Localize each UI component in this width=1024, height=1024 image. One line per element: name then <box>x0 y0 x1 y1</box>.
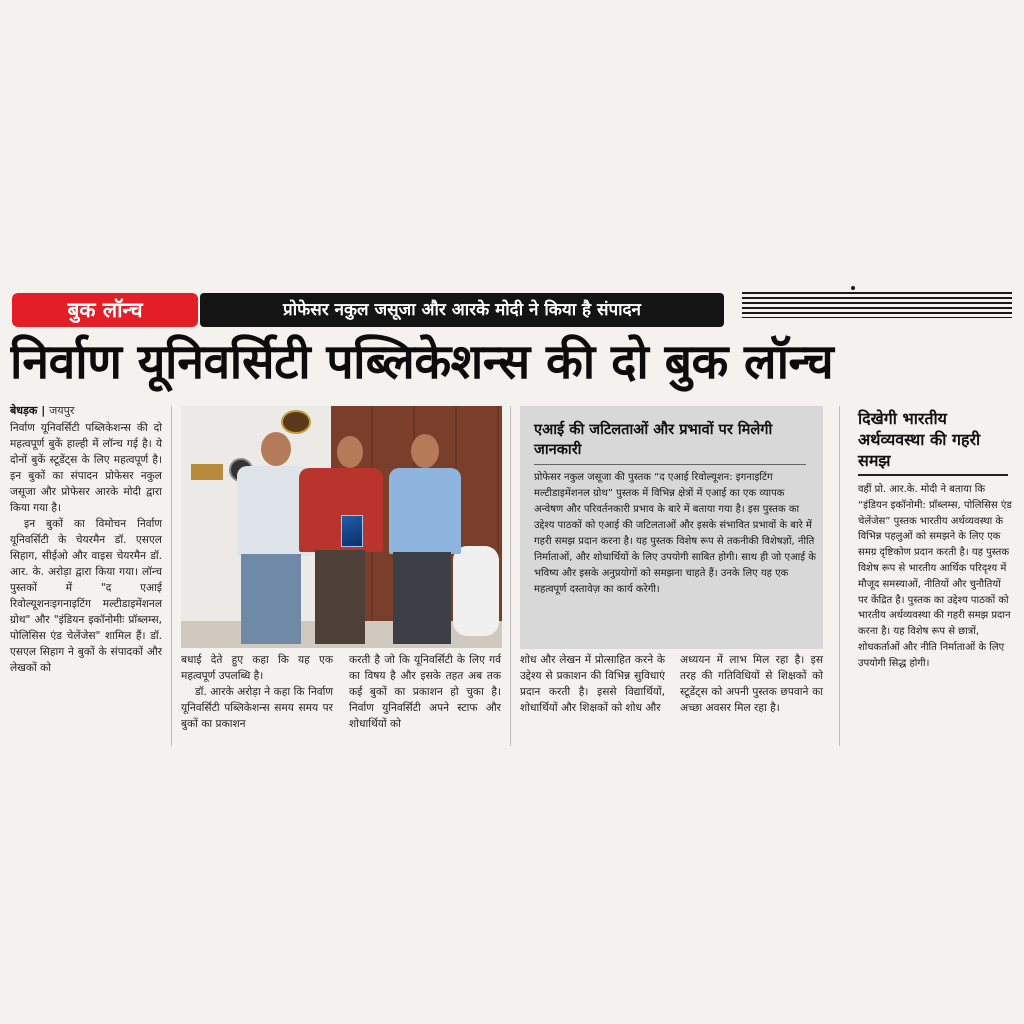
article-column-1 <box>10 420 162 676</box>
article-column-4 <box>520 652 665 716</box>
article-column-3 <box>349 652 501 732</box>
box-text: प्रोफेसर नकुल जसूजा की पुस्तक “द एआई रिवोल्यूशन: इगनाइटिंग मल्टीडाइमेंशनल ग्रोथ” पुस्तक में विभिन्न क्षेत्रों में एआई का एक व्यापक अन्वेषण और परिवर्तनकारी प्रभाव के बारे में बताया गया है। इस पुस्तक का उद्देश्य पाठकों को एआई की जटिलताओं और इसके संभावित प्रभावों के बारे में गहरी समझ प्रदान करना है। यह पुस्तक विशेष रूप से तकनीकी विशेषज्ञों, नीति निर्माताओं, और शोधार्थियों के लिए उपयोगी साबित होगी। साथ ही जो एआई के भविष्य और इसके अनुप्रयोगों को समझना चाहते हैं। उनके लिए यह एक महत्वपूर्ण दस्तावेज़ का कार्य करेगी। <box>534 472 816 595</box>
column-divider <box>171 406 172 746</box>
award-plaque-icon <box>281 410 311 434</box>
kicker-subhead: प्रोफेसर नकुल जसूजा और आरके मोदी ने किया है संपादन <box>200 293 724 327</box>
article-paragraph: बधाई देते हुए कहा कि यह एक महत्वपूर्ण उपलब्धि है। <box>181 654 333 682</box>
page-title: निर्वाण यूनिवर्सिटी पब्लिकेशन्स की दो बुक लॉन्च <box>10 334 834 390</box>
frame-icon <box>191 464 223 480</box>
article-paragraph: करती है जो कि यूनिवर्सिटी के लिए गर्व का विषय है और इसके तहत अब तक कई बुकों का प्रकाशन हो चुका है। निर्वाण युनिवर्सिटी अपने स्टाफ और शोधार्थियों को <box>349 654 501 730</box>
article-paragraph: डॉ. आरके अरोड़ा ने कहा कि निर्वाण यूनिवर्सिटी पब्लिकेशन्स समय समय पर बुकों का प्रकाशन <box>181 686 333 730</box>
column-divider <box>510 406 511 746</box>
side-divider <box>858 474 1008 476</box>
decorative-dot <box>851 286 855 290</box>
article-column-5 <box>680 652 823 716</box>
side-text: वहीं प्रो. आर.के. मोदी ने बताया कि “इंडियन इकॉनोमी: प्रॉब्लम्स, पोलिसिस एंड चेलेंजेस” पुस्तक भारतीय अर्थव्यवस्था के विभिन्न पहलुओं को समझने के लिए एक समग्र दृष्टिकोण प्रदान करती है। यह पुस्तक विशेष रूप से भारतीय आर्थिक परिदृश्य में मौजूद समस्याओं, नीतियों और चुनौतियों पर केंद्रित है। पुस्तक का उद्देश्य पाठकों को भारतीय अर्थव्यवस्था की गहरी समझ प्रदान करना है। यह विशेष रूप से छात्रों, शोधकर्ताओं और नीति निर्माताओं के लिए उपयोगी सिद्ध होगी। <box>858 484 1012 669</box>
article-paragraph: अध्ययन में लाभ मिल रहा है। इस तरह की गतिविधियों से शिक्षकों को स्टूडेंट्स को अपनी पुस्तक छपवाने का अच्छा अवसर मिल रहा है। <box>680 654 823 714</box>
box-divider <box>534 464 806 465</box>
decorative-stripes <box>742 292 1012 318</box>
dateline-paper: बेधड़क <box>10 404 38 417</box>
chair-icon <box>453 546 499 636</box>
ai-book-box <box>520 406 823 649</box>
dateline-separator: | <box>41 404 50 417</box>
dateline <box>10 403 74 418</box>
kicker-label: बुक लॉन्च <box>12 293 198 327</box>
article-column-2 <box>181 652 333 732</box>
book-cover-icon <box>341 515 363 547</box>
box-title: एआई की जटिलताओं और प्रभावों पर मिलेगी जानकारी <box>534 421 773 458</box>
side-title: दिखेगी भारतीय अर्थव्यवस्था की गहरी समझ <box>858 409 981 470</box>
article-paragraph: शोध और लेखन में प्रोत्साहित करने के उद्देश्य से प्रकाशन की विभिन्न सुविधाएं प्रदान करती है। इससे विद्यार्थियों, शोधार्थियों और शिक्षकों को शोध और <box>520 654 665 714</box>
column-divider <box>839 406 840 746</box>
article-paragraph: निर्वाण यूनिवर्सिटी पब्लिकेशन्स की दो महत्वपूर्ण बुकें हाल्ही में लॉन्च गई है। ये दोनों बुकें स्टूडेंट्स के लिए महत्वपूर्ण है। इन बुकों का संपादन प्रोफेसर नकुल जसूजा और प्रोफेसर आरके मोदी द्वारा किया गया है। <box>10 422 162 514</box>
article-paragraph: इन बुकों का विमोचन निर्वाण यूनिवर्सिटी के चेयरमैन डॉ. एसएल सिहाग, सीईओ और वाइस चेयरमैन डॉ. आर. के. अरोड़ा द्वारा किया गया। लॉन्च पुस्तकों में "द एआई रिवोल्यूशनःइगनाइटिंग मल्टीडाइमेंशनल ग्रोथ" और "इंडियन इकॉनोमीः प्रॉब्लम्स, पोलिसिस एंड चेलेंजेस" शामिल हैं। डॉ. एसएल सिहाग ने बुकों के संपादकों और लेखकों को <box>10 518 162 674</box>
dateline-city: जयपुर <box>49 404 75 417</box>
book-launch-photo <box>181 406 502 648</box>
